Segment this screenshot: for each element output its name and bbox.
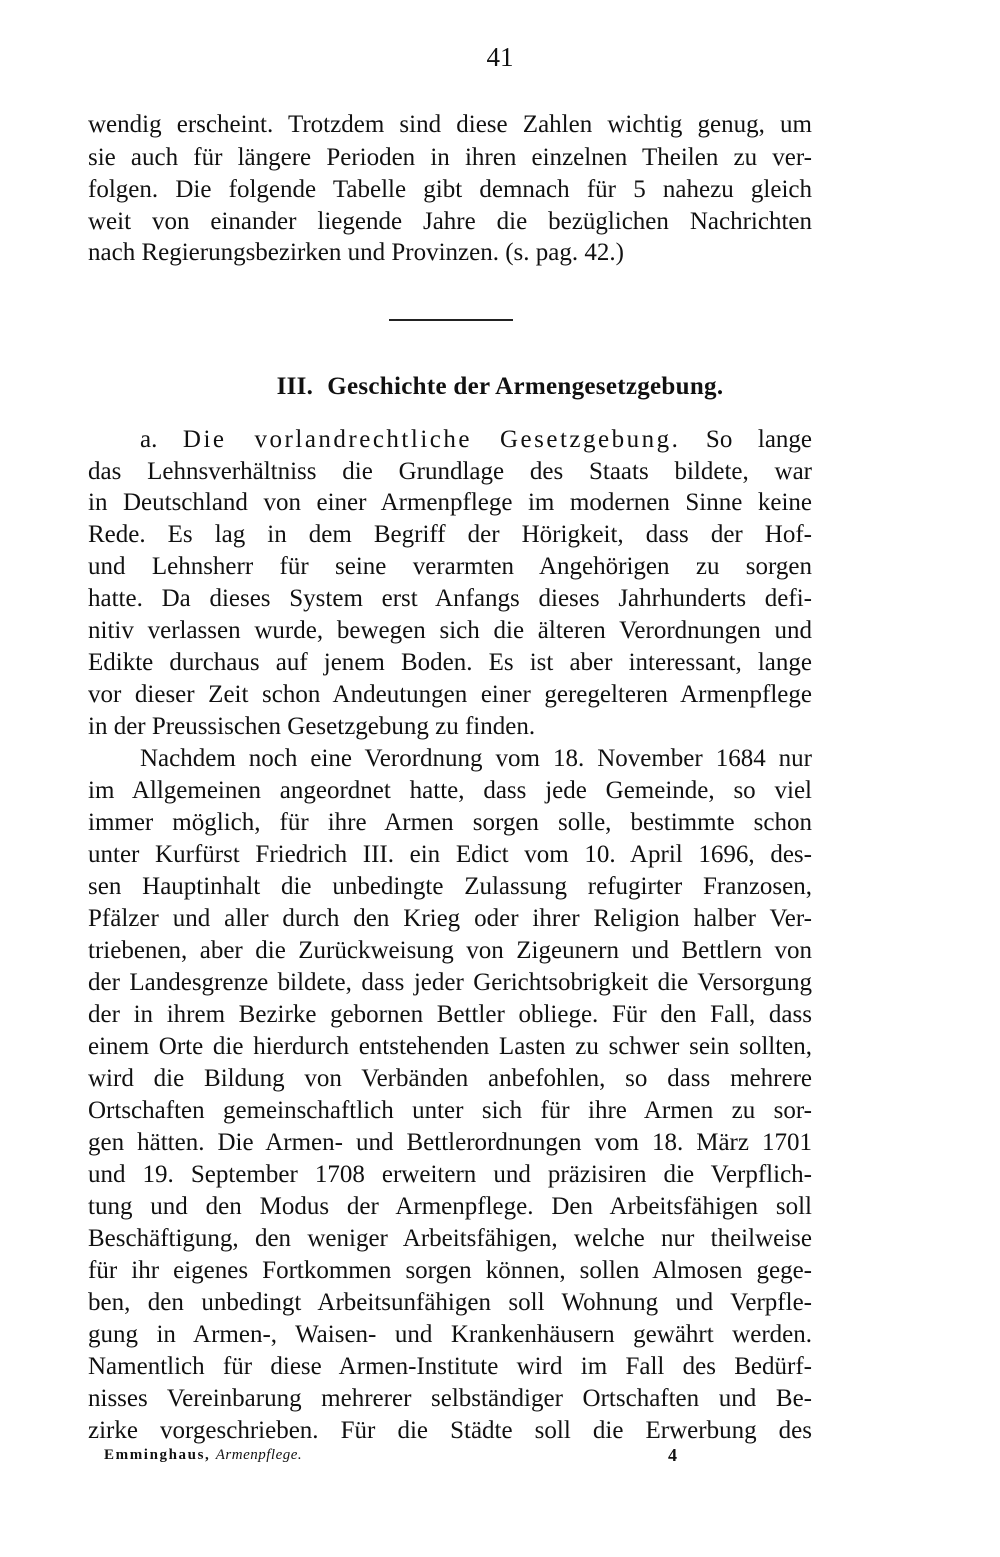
text-line: ben, den unbedingt Arbeitsunfähigen soll Wohnung und Verpfle- xyxy=(88,1289,812,1316)
text-line: sen Hauptinhalt die unbedingte Zulassung refugirter Franzosen, xyxy=(88,873,812,900)
text-line: wendig erscheint. Trotzdem sind diese Zahlen wichtig genug, um xyxy=(88,111,812,138)
text-line: in Deutschland von einer Armenpflege im modernen Sinne keine xyxy=(88,489,812,516)
footer-signature-line xyxy=(104,1447,302,1464)
text-line: nach Regierungsbezirken und Provinzen. (s. pag. 42.) xyxy=(88,239,624,266)
text-line: hatte. Da dieses System erst Anfangs dieses Jahrhunderts defi- xyxy=(88,585,812,612)
text-line: unter Kurfürst Friedrich III. ein Edict vom 10. April 1696, des- xyxy=(88,841,812,868)
text-line: im Allgemeinen angeordnet hatte, dass jede Gemeinde, so viel xyxy=(88,777,812,804)
subsection-line xyxy=(140,424,812,455)
text-line: einem Orte die hierdurch entstehenden Lasten zu schwer sein sollten, xyxy=(88,1033,812,1060)
section-heading xyxy=(0,373,1000,401)
text-line: tung und den Modus der Armenpflege. Den Arbeitsfähigen soll xyxy=(88,1193,812,1220)
text-line: gung in Armen-, Waisen- und Krankenhäusern gewährt werden. xyxy=(88,1321,812,1348)
text-line: Edikte durchaus auf jenem Boden. Es ist aber interessant, lange xyxy=(88,649,812,676)
text-line: nitiv verlassen wurde, bewegen sich die älteren Verordnungen und xyxy=(88,617,812,644)
text-line: vor dieser Zeit schon Andeutungen einer geregelteren Armenpflege xyxy=(88,681,812,708)
subsection-first-line-rest: So lange xyxy=(705,426,813,453)
text-line: und 19. September 1708 erweitern und präzisiren die Verpflich- xyxy=(88,1161,812,1188)
text-line: der in ihrem Bezirke gebornen Bettler obliege. Für den Fall, dass xyxy=(88,1001,812,1028)
text-line: das Lehnsverhältniss die Grundlage des Staats bildete, war xyxy=(88,458,812,485)
text-line: Namentlich für diese Armen-Institute wird im Fall des Bedürf- xyxy=(88,1353,812,1380)
subsection-marker: a. xyxy=(140,426,158,453)
text-line: zirke vorgeschrieben. Für die Städte soll die Erwerbung des xyxy=(88,1417,812,1444)
text-line: für ihr eigenes Fortkommen sorgen können, sollen Almosen gege- xyxy=(88,1257,812,1284)
text-line: und Lehnsherr für seine verarmten Angehörigen zu sorgen xyxy=(88,553,812,580)
footer-title: Armenpflege. xyxy=(215,1447,303,1463)
text-line: immer möglich, für ihre Armen sorgen solle, bestimmte schon xyxy=(88,809,812,836)
text-line: Ortschaften gemeinschaftlich unter sich für ihre Armen zu sor- xyxy=(88,1097,812,1124)
text-line: triebenen, aber die Zurückweisung von Zigeunern und Bettlern von xyxy=(88,937,812,964)
text-line: folgen. Die folgende Tabelle gibt demnach für 5 nahezu gleich xyxy=(88,176,812,203)
text-line: Rede. Es lag in dem Begriff der Hörigkeit, dass der Hof- xyxy=(88,521,812,548)
section-title: Geschichte der Armengesetzgebung. xyxy=(327,373,724,400)
text-line: Nachdem noch eine Verordnung vom 18. November 1684 nur xyxy=(140,745,812,772)
text-line: gen hätten. Die Armen- und Bettlerordnungen vom 18. März 1701 xyxy=(88,1129,812,1156)
text-line: wird die Bildung von Verbänden anbefohlen, so dass mehrere xyxy=(88,1065,812,1092)
text-line: der Landesgrenze bildete, dass jeder Gerichtsobrigkeit die Versorgung xyxy=(88,969,812,996)
footer-signature: Emminghaus, xyxy=(104,1447,211,1463)
text-line: weit von einander liegende Jahre die bezüglichen Nachrichten xyxy=(88,208,812,235)
sheet-mark: 4 xyxy=(668,1445,677,1465)
section-number: III. xyxy=(276,373,314,400)
text-line: nisses Vereinbarung mehrerer selbständiger Ortschaften und Be- xyxy=(88,1385,812,1412)
subsection-title: Die vorlandrechtliche Gesetzgebung. xyxy=(182,426,681,453)
text-line: sie auch für längere Perioden in ihren einzelnen Theilen zu ver- xyxy=(88,144,812,171)
page-number: 41 xyxy=(486,42,514,72)
text-line: in der Preussischen Gesetzgebung zu finden. xyxy=(88,713,536,740)
text-line: Pfälzer und aller durch den Krieg oder ihrer Religion halber Ver- xyxy=(88,905,812,932)
section-divider xyxy=(389,319,513,321)
text-line: Beschäftigung, den weniger Arbeitsfähigen, welche nur theilweise xyxy=(88,1225,812,1252)
